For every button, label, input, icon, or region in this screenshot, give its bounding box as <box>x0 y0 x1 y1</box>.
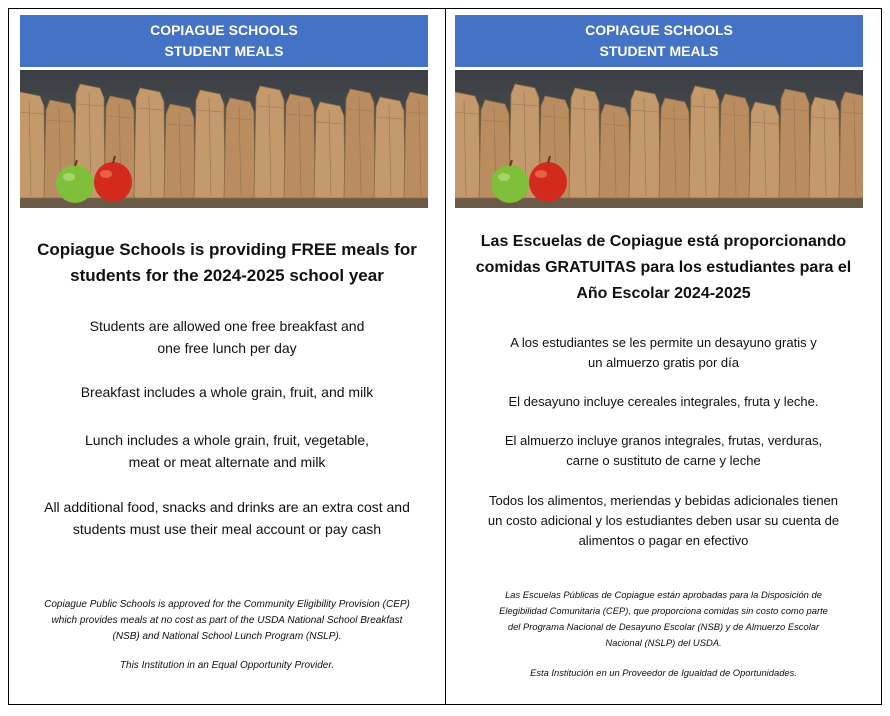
paper-bag-shape <box>164 104 195 198</box>
title-banner <box>455 15 863 67</box>
paper-bag-shape <box>599 104 630 198</box>
para-1-line-2: un almuerzo gratis por día <box>587 355 740 370</box>
lunch-text <box>9 429 445 473</box>
paper-bag-shape <box>839 92 863 198</box>
para-4-line-2: students must use their meal account or pay cash <box>72 521 382 537</box>
cep-footer <box>446 587 881 651</box>
paper-bag-shape <box>20 92 45 198</box>
meal-allowance-text <box>9 315 445 359</box>
footer-line-2: Elegibilidad Comunitaria (CEP), que proporciona comidas sin costo como parte <box>499 605 828 616</box>
para-3-line-2: carne o sustituto de carne y leche <box>566 453 761 468</box>
main-heading <box>9 237 445 289</box>
heading-line-1: Las Escuelas de Copiague está proporcionando <box>480 233 847 250</box>
heading-line-1: Copiague Schools is providing FREE meals for <box>37 240 417 259</box>
heading-line-3: Año Escolar 2024-2025 <box>576 285 751 302</box>
lunch-bags-apples-icon <box>455 70 863 208</box>
para-2-line-1: Breakfast includes a whole grain, fruit, and milk <box>80 384 374 400</box>
green-apple-shape <box>491 165 529 203</box>
cep-footer <box>9 597 445 645</box>
equal-opportunity-text: This Institution in an Equal Opportunity Provider. <box>119 660 335 671</box>
english-flyer-panel <box>8 8 446 705</box>
para-3-line-2: meat or meat alternate and milk <box>128 454 326 470</box>
title-banner <box>20 15 428 67</box>
footer-line-1: Las Escuelas Públicas de Copiague están aprobadas para la Disposición de <box>505 589 822 600</box>
lunch-bags-photo <box>20 70 428 208</box>
breakfast-text <box>9 381 445 403</box>
heading-line-2: students for the 2024-2025 school year <box>70 266 384 285</box>
additional-cost-text <box>9 496 445 540</box>
footer-line-1: Copiague Public Schools is approved for the Community Eligibility Provision (CEP) <box>44 599 410 610</box>
equal-opportunity-statement <box>446 665 881 681</box>
para-2-line-1: El desayuno incluye cereales integrales, fruta y leche. <box>508 394 819 409</box>
red-apple-shape <box>94 162 132 202</box>
main-heading <box>446 229 881 307</box>
para-1-line-2: one free lunch per day <box>157 340 297 356</box>
meal-allowance-text <box>446 333 881 373</box>
paper-bag-shape <box>749 102 780 198</box>
breakfast-text <box>446 392 881 412</box>
lunch-text <box>446 431 881 471</box>
banner-line-2: STUDENT MEALS <box>599 43 719 59</box>
para-4-line-1: All additional food, snacks and drinks are an extra cost and <box>44 499 410 515</box>
lunch-bags-photo <box>455 70 863 208</box>
red-apple-shape <box>529 162 567 202</box>
additional-cost-text <box>446 491 881 551</box>
footer-line-4: Nacional (NSLP) del USDA. <box>605 637 722 648</box>
para-1-line-1: Students are allowed one free breakfast and <box>89 318 365 334</box>
footer-line-2: which provides meals at no cost as part of the USDA National School Breakfast <box>51 615 403 626</box>
equal-opportunity-statement <box>9 658 445 674</box>
green-apple-shape <box>56 165 94 203</box>
equal-opportunity-text: Esta Institución en un Proveedor de Igualdad de Oportunidades. <box>530 667 797 678</box>
paper-bag-shape <box>404 92 428 198</box>
paper-bag-shape <box>455 92 480 198</box>
heading-line-2: comidas GRATUITAS para los estudiantes para el <box>475 259 852 276</box>
para-3-line-1: El almuerzo incluye granos integrales, frutas, verduras, <box>504 433 823 448</box>
spanish-flyer-panel <box>445 8 882 705</box>
para-4-line-1: Todos los alimentos, meriendas y bebidas adicionales tienen <box>488 493 839 508</box>
paper-bag-shape <box>314 102 345 198</box>
para-4-line-3: alimentos o pagar en efectivo <box>578 533 749 548</box>
banner-line-2: STUDENT MEALS <box>164 43 284 59</box>
banner-line-1: COPIAGUE SCHOOLS <box>150 22 298 38</box>
lunch-bags-apples-icon <box>20 70 428 208</box>
banner-line-1: COPIAGUE SCHOOLS <box>585 22 733 38</box>
para-1-line-1: A los estudiantes se les permite un desayuno gratis y <box>510 335 817 350</box>
footer-line-3: del Programa Nacional de Desayuno Escolar (NSB) y de Almuerzo Escolar <box>507 621 820 632</box>
para-3-line-1: Lunch includes a whole grain, fruit, vegetable, <box>84 432 370 448</box>
footer-line-3: (NSB) and National School Lunch Program (NSLP). <box>112 631 342 642</box>
para-4-line-2: un costo adicional y los estudiantes deben usar su cuenta de <box>487 513 840 528</box>
